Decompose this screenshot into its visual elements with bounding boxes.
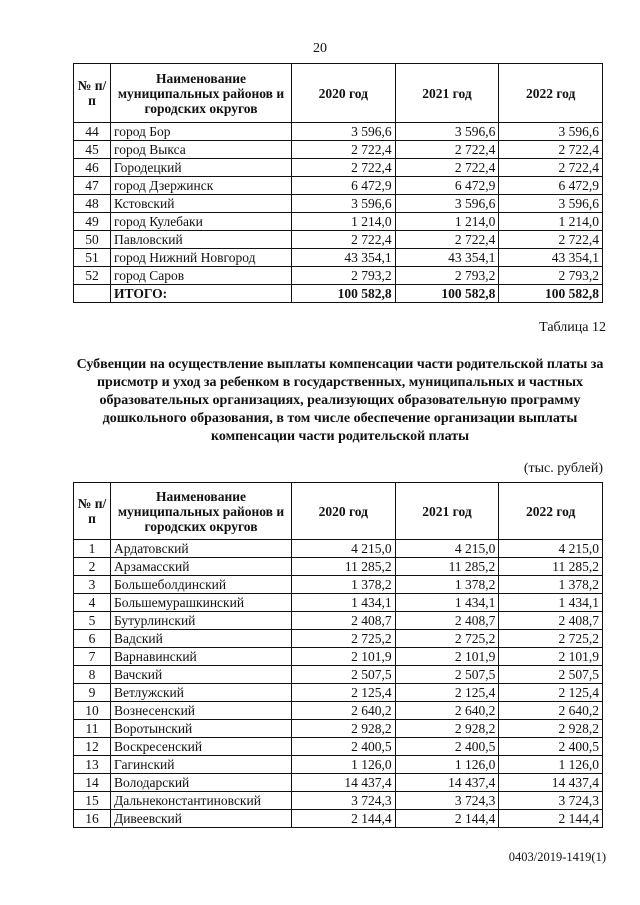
header-name: Наименование муниципальных районов и городских округов (111, 64, 292, 123)
row-num: 12 (74, 738, 111, 756)
value-2021: 2 144,4 (395, 810, 499, 828)
value-2021: 6 472,9 (395, 177, 499, 195)
total-2022: 100 582,8 (499, 285, 603, 303)
table-row (74, 594, 603, 612)
total-2021: 100 582,8 (395, 285, 499, 303)
row-num: 46 (74, 159, 111, 177)
value-2022: 1 214,0 (499, 213, 603, 231)
value-2022: 2 928,2 (499, 720, 603, 738)
table-row (74, 666, 603, 684)
table-row (74, 792, 603, 810)
value-2022: 2 640,2 (499, 702, 603, 720)
table-row (74, 774, 603, 792)
value-2022: 1 378,2 (499, 576, 603, 594)
row-name: Вадский (111, 630, 292, 648)
header-2020: 2020 год (292, 64, 396, 123)
value-2020: 6 472,9 (292, 177, 396, 195)
row-name: Дальнеконстантиновский (111, 792, 292, 810)
value-2022: 3 596,6 (499, 123, 603, 141)
units-label: (тыс. рублей) (523, 461, 603, 476)
value-2021: 2 722,4 (395, 159, 499, 177)
value-2020: 2 928,2 (292, 720, 396, 738)
row-num: 5 (74, 612, 111, 630)
value-2020: 2 408,7 (292, 612, 396, 630)
table-row (74, 213, 603, 231)
value-2022: 2 793,2 (499, 267, 603, 285)
row-name: город Нижний Новгород (111, 249, 292, 267)
table-row (74, 123, 603, 141)
table-row (74, 612, 603, 630)
row-num: 15 (74, 792, 111, 810)
value-2021: 11 285,2 (395, 558, 499, 576)
value-2020: 2 640,2 (292, 702, 396, 720)
header-num: № п/п (74, 64, 111, 123)
value-2020: 3 724,3 (292, 792, 396, 810)
table-row (74, 738, 603, 756)
row-name: Варнавинский (111, 648, 292, 666)
row-name: Городецкий (111, 159, 292, 177)
value-2021: 3 596,6 (395, 195, 499, 213)
value-2022: 2 400,5 (499, 738, 603, 756)
row-name: Ардатовский (111, 540, 292, 558)
row-num: 48 (74, 195, 111, 213)
value-2021: 2 408,7 (395, 612, 499, 630)
table-12 (73, 482, 603, 828)
row-name: Володарский (111, 774, 292, 792)
table-row (74, 195, 603, 213)
row-num: 49 (74, 213, 111, 231)
row-name: Гагинский (111, 756, 292, 774)
row-name: город Кулебаки (111, 213, 292, 231)
value-2021: 2 125,4 (395, 684, 499, 702)
row-name: город Саров (111, 267, 292, 285)
value-2020: 1 126,0 (292, 756, 396, 774)
row-num: 3 (74, 576, 111, 594)
value-2022: 2 722,4 (499, 159, 603, 177)
value-2020: 2 725,2 (292, 630, 396, 648)
value-2021: 14 437,4 (395, 774, 499, 792)
row-num: 52 (74, 267, 111, 285)
value-2020: 2 793,2 (292, 267, 396, 285)
table-row (74, 576, 603, 594)
table-row (74, 648, 603, 666)
value-2021: 4 215,0 (395, 540, 499, 558)
value-2022: 1 126,0 (499, 756, 603, 774)
value-2020: 3 596,6 (292, 123, 396, 141)
row-num: 8 (74, 666, 111, 684)
value-2022: 2 125,4 (499, 684, 603, 702)
row-name: Вознесенский (111, 702, 292, 720)
row-name: Дивеевский (111, 810, 292, 828)
value-2020: 2 722,4 (292, 141, 396, 159)
table-row (74, 684, 603, 702)
value-2022: 2 144,4 (499, 810, 603, 828)
value-2021: 2 722,4 (395, 231, 499, 249)
row-name: Ветлужский (111, 684, 292, 702)
value-2022: 2 725,2 (499, 630, 603, 648)
value-2021: 3 724,3 (395, 792, 499, 810)
row-name: Павловский (111, 231, 292, 249)
row-name: Арзамасский (111, 558, 292, 576)
table-header-row (74, 64, 603, 123)
value-2020: 3 596,6 (292, 195, 396, 213)
header-2021: 2021 год (395, 483, 499, 540)
row-num: 1 (74, 540, 111, 558)
value-2020: 14 437,4 (292, 774, 396, 792)
table-row (74, 756, 603, 774)
value-2021: 1 434,1 (395, 594, 499, 612)
value-2020: 1 378,2 (292, 576, 396, 594)
value-2020: 11 285,2 (292, 558, 396, 576)
row-name: Воскресенский (111, 738, 292, 756)
total-row (74, 285, 603, 303)
row-num: 9 (74, 684, 111, 702)
table-row (74, 810, 603, 828)
table-row (74, 720, 603, 738)
value-2022: 11 285,2 (499, 558, 603, 576)
table-label: Таблица 12 (539, 320, 606, 335)
value-2020: 2 101,9 (292, 648, 396, 666)
table-row (74, 141, 603, 159)
table-row (74, 540, 603, 558)
table-continuation (73, 63, 603, 303)
table-row (74, 558, 603, 576)
value-2021: 2 928,2 (395, 720, 499, 738)
row-num: 16 (74, 810, 111, 828)
value-2020: 2 144,4 (292, 810, 396, 828)
value-2021: 2 400,5 (395, 738, 499, 756)
row-num: 11 (74, 720, 111, 738)
row-num: 44 (74, 123, 111, 141)
row-num: 45 (74, 141, 111, 159)
row-name: Большеболдинский (111, 576, 292, 594)
value-2022: 2 101,9 (499, 648, 603, 666)
value-2021: 1 378,2 (395, 576, 499, 594)
row-num: 4 (74, 594, 111, 612)
row-num: 7 (74, 648, 111, 666)
row-num: 47 (74, 177, 111, 195)
table-row (74, 177, 603, 195)
row-name: Большемурашкинский (111, 594, 292, 612)
value-2020: 2 722,4 (292, 231, 396, 249)
value-2021: 2 640,2 (395, 702, 499, 720)
header-name: Наименование муниципальных районов и городских округов (111, 483, 292, 540)
value-2020: 2 507,5 (292, 666, 396, 684)
row-name: город Выкса (111, 141, 292, 159)
value-2022: 1 434,1 (499, 594, 603, 612)
value-2020: 1 434,1 (292, 594, 396, 612)
table-header-row (74, 483, 603, 540)
row-num: 50 (74, 231, 111, 249)
value-2021: 2 793,2 (395, 267, 499, 285)
row-num: 13 (74, 756, 111, 774)
value-2020: 2 722,4 (292, 159, 396, 177)
table-row (74, 267, 603, 285)
total-label: ИТОГО: (111, 285, 292, 303)
value-2022: 2 722,4 (499, 141, 603, 159)
row-num: 10 (74, 702, 111, 720)
table-row (74, 249, 603, 267)
value-2021: 2 101,9 (395, 648, 499, 666)
value-2021: 2 722,4 (395, 141, 499, 159)
value-2021: 43 354,1 (395, 249, 499, 267)
value-2022: 6 472,9 (499, 177, 603, 195)
header-2022: 2022 год (499, 64, 603, 123)
value-2020: 43 354,1 (292, 249, 396, 267)
value-2020: 2 125,4 (292, 684, 396, 702)
row-name: город Дзержинск (111, 177, 292, 195)
table-title: Субвенции на осуществление выплаты компенсации части родительской платы за присмотр и уход за ребенком в государственных, муниципальных и частных образовательных организациях, реализующих образовательную программу дошкольного образования, в том числе обеспечение организации выплаты компенсации части родительской платы (76, 357, 604, 444)
value-2021: 1 126,0 (395, 756, 499, 774)
page-number: 20 (313, 41, 327, 56)
value-2022: 14 437,4 (499, 774, 603, 792)
document-code: 0403/2019-1419(1) (508, 850, 606, 864)
row-name: город Бор (111, 123, 292, 141)
row-num: 2 (74, 558, 111, 576)
row-num: 51 (74, 249, 111, 267)
value-2022: 43 354,1 (499, 249, 603, 267)
value-2022: 3 724,3 (499, 792, 603, 810)
total-num-empty (74, 285, 111, 303)
table-row (74, 702, 603, 720)
header-2021: 2021 год (395, 64, 499, 123)
value-2021: 1 214,0 (395, 213, 499, 231)
row-name: Воротынский (111, 720, 292, 738)
table-row (74, 630, 603, 648)
row-name: Бутурлинский (111, 612, 292, 630)
value-2021: 3 596,6 (395, 123, 499, 141)
row-name: Вачский (111, 666, 292, 684)
value-2022: 2 507,5 (499, 666, 603, 684)
value-2020: 4 215,0 (292, 540, 396, 558)
total-2020: 100 582,8 (292, 285, 396, 303)
value-2022: 2 408,7 (499, 612, 603, 630)
value-2022: 2 722,4 (499, 231, 603, 249)
row-name: Кстовский (111, 195, 292, 213)
row-num: 14 (74, 774, 111, 792)
header-2020: 2020 год (292, 483, 396, 540)
header-num: № п/п (74, 483, 111, 540)
value-2020: 1 214,0 (292, 213, 396, 231)
value-2022: 4 215,0 (499, 540, 603, 558)
value-2022: 3 596,6 (499, 195, 603, 213)
row-num: 6 (74, 630, 111, 648)
table-row (74, 159, 603, 177)
value-2020: 2 400,5 (292, 738, 396, 756)
value-2021: 2 507,5 (395, 666, 499, 684)
value-2021: 2 725,2 (395, 630, 499, 648)
table-row (74, 231, 603, 249)
header-2022: 2022 год (499, 483, 603, 540)
